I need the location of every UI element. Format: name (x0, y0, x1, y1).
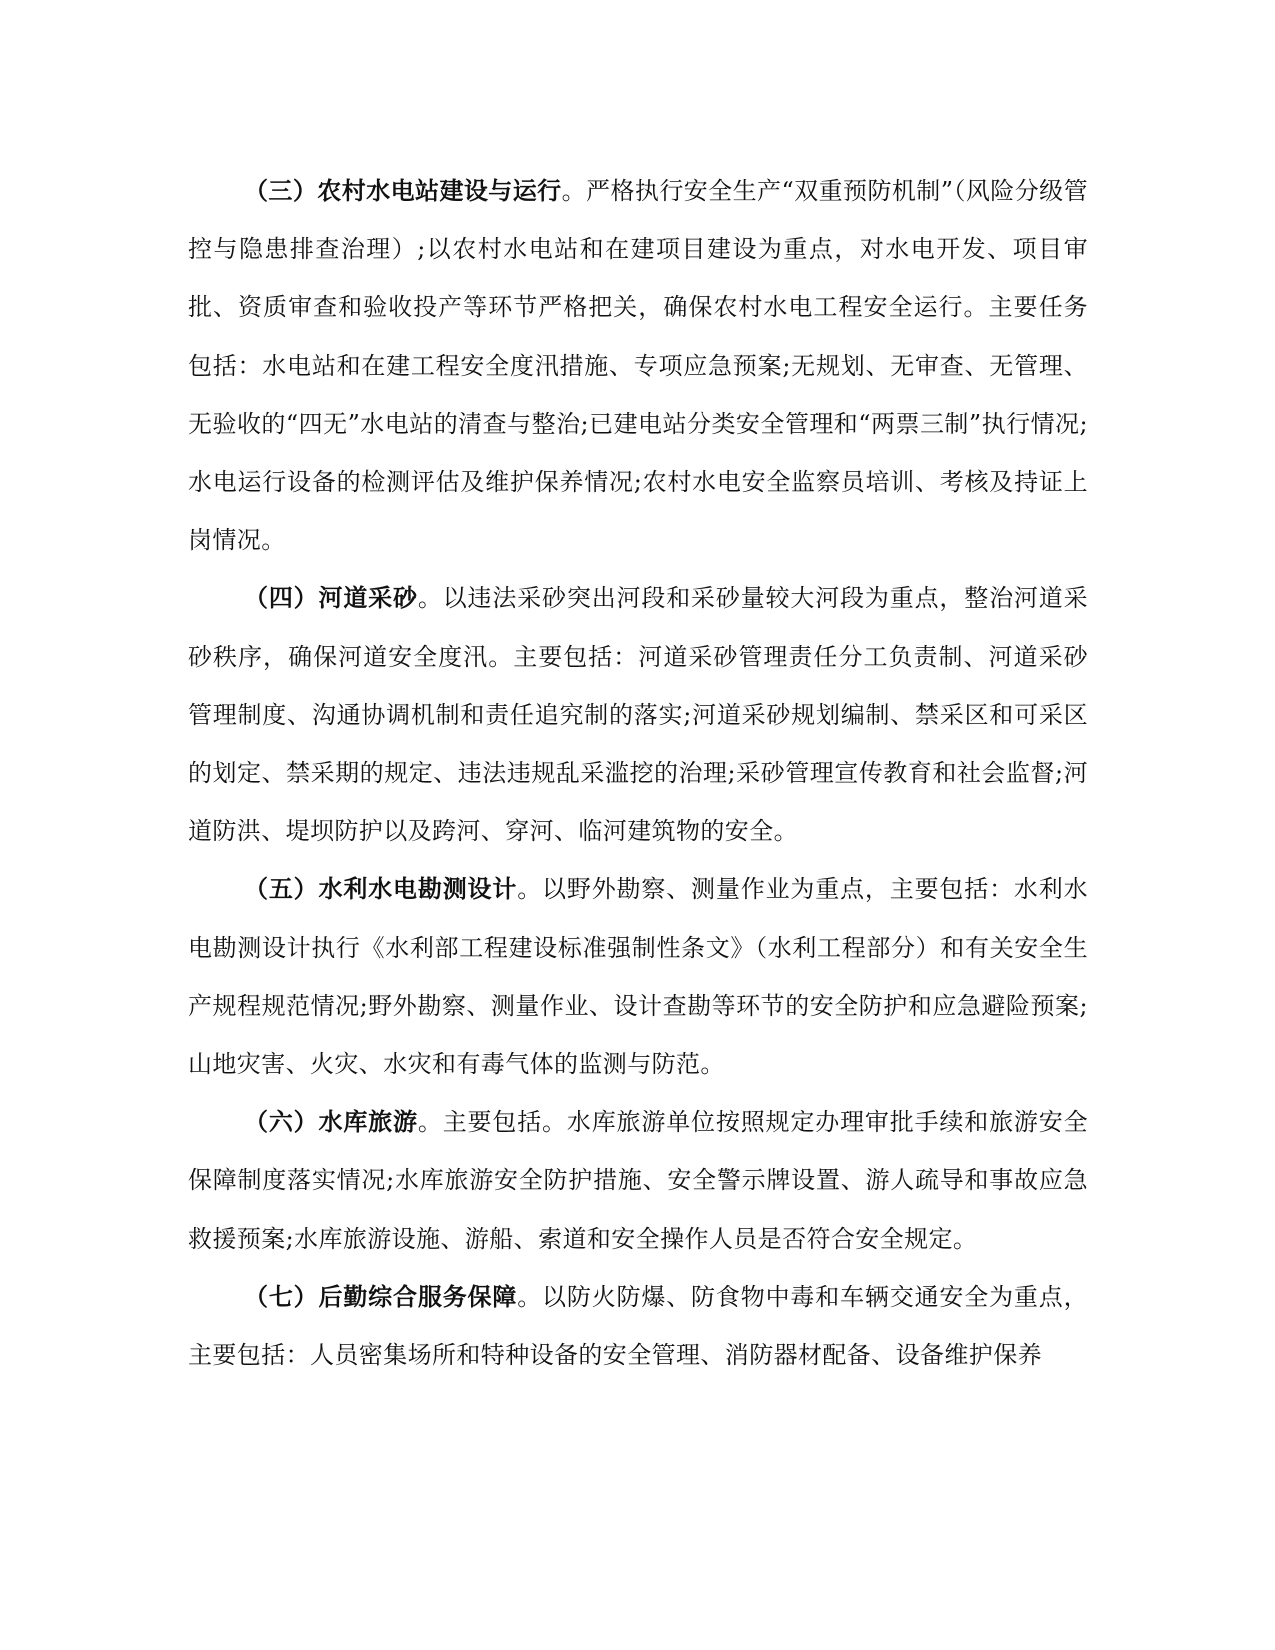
paragraph-heading: （七）后勤综合服务保障 (244, 1281, 518, 1311)
paragraph-river-sand-mining (188, 569, 1088, 860)
document-body (188, 162, 1088, 1384)
paragraph-heading: （四）河道采砂 (244, 583, 418, 613)
paragraph-text: 。以野外勘察、测量作业为重点，主要包括：水利水电勘测设计执行《水利部工程建设标准强制性条文》（水利工程部分）和有关安全生产规程规范情况;野外勘察、测量作业、设计查勘等环节的安全防护和应急避险预案;山地灾害、火灾、水灾和有毒气体的监测与防范。 (188, 875, 1088, 1079)
paragraph-text: 。以违法采砂突出河段和采砂量较大河段为重点，整治河道采砂秩序，确保河道安全度汛。主要包括：河道采砂管理责任分工负责制、河道采砂管理制度、沟通协调机制和责任追究制的落实;河道采砂规划编制、禁采区和可采区的划定、禁采期的规定、违法违规乱采滥挖的治理;采砂管理宣传教育和社会监督;河道防洪、堤坝防护以及跨河、穿河、临河建筑物的安全。 (188, 584, 1088, 846)
paragraph-text: 。以防火防爆、防食物中毒和车辆交通安全为重点，主要包括：人员密集场所和特种设备的安全管理、消防器材配备、设备维护保养 (188, 1282, 1088, 1370)
paragraph-text: 。主要包括。水库旅游单位按照规定办理审批手续和旅游安全保障制度落实情况;水库旅游安全防护措施、安全警示牌设置、游人疏导和事故应急救援预案;水库旅游设施、游船、索道和安全操作人员是否符合安全规定。 (188, 1108, 1088, 1253)
paragraph-rural-hydropower (188, 162, 1088, 569)
paragraph-heading: （三）农村水电站建设与运行 (244, 176, 562, 205)
paragraph-heading: （六）水库旅游 (244, 1107, 418, 1137)
paragraph-reservoir-tourism (188, 1093, 1088, 1268)
paragraph-heading: （五）水利水电勘测设计 (244, 874, 518, 904)
paragraph-survey-design (188, 860, 1088, 1093)
paragraph-logistics-services (188, 1268, 1088, 1384)
paragraph-text: 。严格执行安全生产“双重预防机制”（风险分级管控与隐患排查治理）;以农村水电站和在建项目建设为重点，对水电开发、项目审批、资质审查和验收投产等环节严格把关，确保农村水电工程安全运行。主要任务包括：水电站和在建工程安全度汛措施、专项应急预案;无规划、无审查、无管理、无验收的“四无”水电站的清查与整治;已建电站分类安全管理和“两票三制”执行情况;水电运行设备的检测评估及维护保养情况;农村水电安全监察员培训、考核及持证上岗情况。 (188, 177, 1088, 555)
